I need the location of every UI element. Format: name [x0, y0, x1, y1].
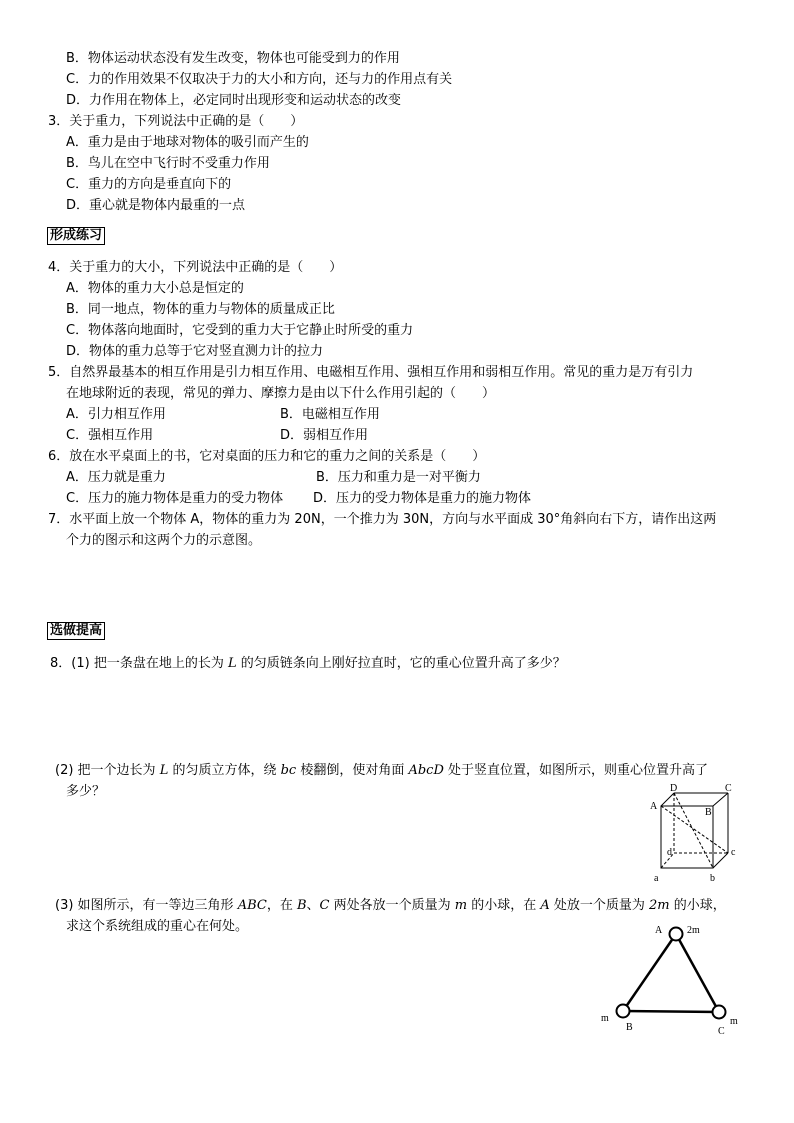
q7-stem-line1: 7．水平面上放一个物体 A，物体的重力为 20N，一个推力为 30N，方向与水平面成 30°角斜向右下方，请作出这两: [48, 512, 717, 527]
q5-option-d: D．弱相互作用: [280, 428, 369, 443]
cube-label-a-lower: a: [654, 873, 659, 884]
q7-stem-line2: 个力的图示和这两个力的示意图。: [66, 533, 262, 548]
q8-part2-var-bc: bc: [280, 763, 297, 778]
q8-part3-text: 的小球，: [669, 898, 726, 913]
cube-edge: [713, 853, 728, 868]
q8-part3-line1: [55, 897, 726, 915]
q8-part2-var-abcd: AbcD: [408, 763, 444, 778]
q8-part3-text: 处放一个质量为: [549, 898, 650, 913]
q8-part3-text: 的小球，在: [467, 898, 541, 913]
q8-part3-text: (3) 如图所示，有一等边三角形: [55, 898, 238, 913]
section-heading-practice: 形成练习: [47, 227, 105, 245]
q8-part2-line2: 多少？: [66, 784, 106, 799]
q8-part3-var-c: C: [319, 898, 330, 913]
ball-a: [670, 928, 683, 941]
q8-part2-text-end: 处于竖直位置，如图所示，则重心位置升高了: [443, 763, 709, 778]
q6-option-a: A．压力就是重力: [66, 470, 166, 485]
cube-label-d: D: [670, 783, 678, 794]
cube-figure: [645, 783, 745, 885]
q8-part3-line2: 求这个系统组成的重心在何处。: [66, 919, 249, 934]
cube-label-b: B: [705, 807, 712, 818]
q5-stem-line2: 在地球附近的表现，常见的弹力、摩擦力是由以下什么作用引起的（ ）: [66, 386, 496, 401]
q8-part3-text: 两处各放一个质量为: [329, 898, 455, 913]
q8-part1-text: 8．(1) 把一条盘在地上的长为: [50, 656, 228, 671]
cube-label-d-lower: d: [667, 847, 672, 858]
cube-diagonal-plane: [661, 806, 728, 853]
q6-option-c: C．压力的施力物体是重力的受力物体: [66, 491, 284, 506]
vertex-label-b: B: [626, 1022, 633, 1033]
q2-option-d: D．力作用在物体上，必定同时出现形变和运动状态的改变: [66, 93, 402, 108]
q8-part3-text: ，在: [266, 898, 297, 913]
cube-label-c-lower: c: [731, 847, 736, 858]
q6-option-b: B．压力和重力是一对平衡力: [316, 470, 481, 485]
section-heading-improve: 选做提高: [47, 622, 105, 640]
q3-option-d: D．重心就是物体内最重的一点: [66, 198, 246, 213]
q4-option-b: B．同一地点，物体的重力与物体的质量成正比: [66, 302, 335, 317]
q3-stem: 3．关于重力，下列说法中正确的是（ ）: [48, 114, 304, 129]
vertex-label-a: A: [655, 925, 663, 936]
triangle-side-ab: [623, 934, 676, 1011]
q8-part3-text: 、: [306, 898, 320, 913]
q8-part2-line1: [55, 762, 708, 780]
mass-label-b: m: [601, 1013, 609, 1024]
q5-option-a: A．引力相互作用: [66, 407, 166, 422]
mass-label-a: 2m: [687, 925, 700, 936]
q5-option-c: C．强相互作用: [66, 428, 154, 443]
cube-diagonal-plane: [674, 793, 713, 868]
q3-option-b: B．鸟儿在空中飞行时不受重力作用: [66, 156, 270, 171]
q4-stem: 4．关于重力的大小，下列说法中正确的是（ ）: [48, 260, 343, 275]
q8-part1: [50, 655, 566, 673]
cube-label-b-lower: b: [710, 873, 715, 884]
triangle-figure: [596, 918, 746, 1040]
q8-part2-text: (2) 把一个边长为: [55, 763, 160, 778]
q6-option-d: D．压力的受力物体是重力的施力物体: [313, 491, 532, 506]
q3-option-a: A．重力是由于地球对物体的吸引而产生的: [66, 135, 309, 150]
cube-label-c: C: [725, 783, 732, 794]
triangle-side-bc: [623, 1011, 719, 1012]
ball-b: [617, 1005, 630, 1018]
q6-stem: 6．放在水平桌面上的书，它对桌面的压力和它的重力之间的关系是（ ）: [48, 449, 486, 464]
q5-stem-line1: 5．自然界最基本的相互作用是引力相互作用、电磁相互作用、强相互作用和弱相互作用。常见的重力是万有引力: [48, 365, 694, 380]
q8-part1-var: L: [227, 656, 237, 671]
q8-part3-var-abc: ABC: [237, 898, 267, 913]
q8-part2-text-mid: 的匀质立方体，绕: [168, 763, 281, 778]
cube-label-a: A: [650, 801, 658, 812]
q8-part2-text-mid2: 棱翻倒，使对角面: [296, 763, 409, 778]
ball-c: [713, 1006, 726, 1019]
q5-option-b: B．电磁相互作用: [280, 407, 380, 422]
q8-part1-text-end: 的匀质链条向上刚好拉直时，它的重心位置升高了多少？: [236, 656, 566, 671]
q2-option-c: C．力的作用效果不仅取决于力的大小和方向，还与力的作用点有关: [66, 72, 453, 87]
q8-part3-var-a: A: [540, 898, 550, 913]
triangle-side-ac: [676, 934, 719, 1012]
q8-part2-var-l: L: [159, 763, 169, 778]
q8-part3-var-2m: 2m: [649, 898, 670, 913]
cube-edge: [661, 793, 674, 806]
q4-option-d: D．物体的重力总等于它对竖直测力计的拉力: [66, 344, 324, 359]
q3-option-c: C．重力的方向是垂直向下的: [66, 177, 232, 192]
q2-option-b: B．物体运动状态没有发生改变，物体也可能受到力的作用: [66, 51, 400, 66]
vertex-label-c: C: [718, 1026, 725, 1037]
mass-label-c: m: [730, 1016, 738, 1027]
cube-edge: [713, 793, 728, 806]
q4-option-a: A．物体的重力大小总是恒定的: [66, 281, 244, 296]
q8-part3-var-m: m: [454, 898, 468, 913]
q4-option-c: C．物体落向地面时，它受到的重力大于它静止时所受的重力: [66, 323, 414, 338]
q8-part3-var-b: B: [296, 898, 307, 913]
